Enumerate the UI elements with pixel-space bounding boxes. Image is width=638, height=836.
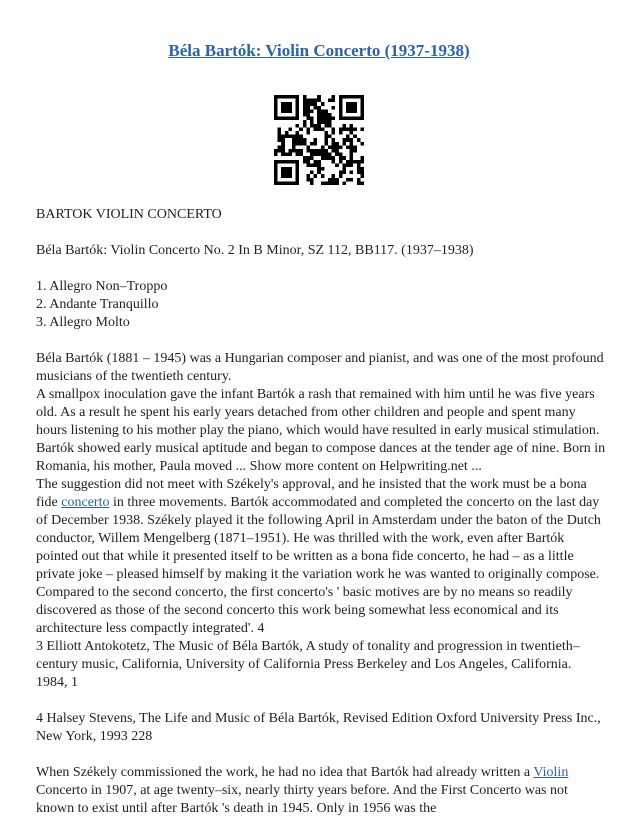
paragraph-text: in three movements. Bartók accommodated and completed the concerto on the last day of December 1938. Székely played it the following April in Amsterdam under the baton of the Dutch conductor, Willem Mengelberg (1871–1951). He was thrilled with the work, even after Bartók pointed out that while it presented itself to be written as a bona fide concerto, he had – as a little private joke – pleased himself by making it the variation work he was wanted to originally compose. Compared to the second concerto, the first concerto's ' basic motives are by no means so readily discovered as those of the second concerto this work being somewhat less economical and its architecture less compactly integrated'. 4 [36,495,601,636]
work-subtitle: Béla Bartók: Violin Concerto No. 2 In B Minor, SZ 112, BB117. (1937–1938) [36,243,474,258]
paragraph-text: When Székely commissioned the work, he had no idea that Bartók had already written a [36,765,534,780]
paragraph-suggestion [36,476,606,638]
concerto-link[interactable]: concerto [61,495,110,510]
movement-list [36,278,606,332]
footnote-3: 3 Elliott Antokotetz, The Music of Béla Bartók, A study of tonality and progression in twentieth–century music, California, University of California Press Berkeley and Los Angeles, California. 1984, 1 [36,639,580,690]
paragraph-smallpox: A smallpox inoculation gave the infant Bartók a rash that remained with him until he was five years old. As a result he spent his early years detached from other children and people and spent many hours listening to his mother play the piano, which would have resulted in early musical stimulation. Bartók showed early musical aptitude and began to compose dances at the tender age of nine. Born in Romania, his mother, Paula moved ... Show more content on Helpwriting.net ... [36,387,606,474]
paragraph-text: The suggestion did not meet with Székely's approval, and he insisted that the work must be a bona fide [36,477,587,510]
paragraph-text: Concerto in 1907, at age twenty–six, nearly thirty years before. And the First Concerto was not known to exist until after Bartók 's death in 1945. Only in 1956 was the [36,783,568,816]
movement-item: 1. Allegro Non–Troppo [36,279,168,294]
page-title-link[interactable]: Béla Bartók: Violin Concerto (1937-1938) [168,41,470,60]
footnote-4: 4 Halsey Stevens, The Life and Music of Béla Bartók, Revised Edition Oxford University Press Inc., New York, 1993 228 [36,711,601,744]
qr-code-icon [274,95,364,185]
movement-item: 2. Andante Tranquillo [36,297,159,312]
paragraph-bio: Béla Bartók (1881 – 1945) was a Hungarian composer and pianist, and was one of the most profound musicians of the twentieth century. [36,351,604,384]
paragraph-szekely [36,764,606,818]
movement-item: 3. Allegro Molto [36,315,130,330]
section-heading: BARTOK VIOLIN CONCERTO [36,207,222,222]
document-body [36,206,606,836]
violin-link[interactable]: Violin [533,765,569,780]
